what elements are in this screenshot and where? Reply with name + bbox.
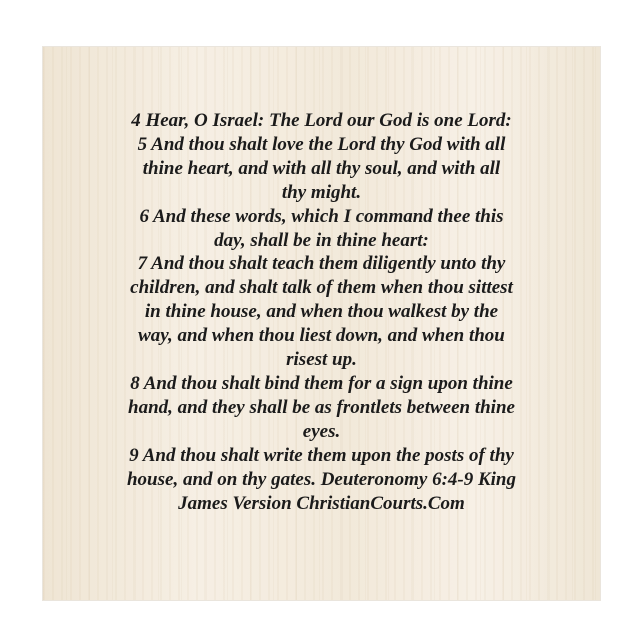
verse-line: risest up. [286, 349, 357, 371]
verse-line: eyes. [302, 420, 341, 442]
verse-line: house, and on thy gates. Deuteronomy 6:4-9 King [126, 468, 516, 490]
verse-line: 5 And thou shalt love the Lord thy God with all [137, 133, 506, 155]
verse-line: 8 And thou shalt bind them for a sign upon thine [130, 372, 513, 394]
verse-line: thy might. [281, 181, 362, 203]
verse-line: in thine house, and when thou walkest by the [144, 301, 499, 323]
verse-line: James Version ChristianCourts.Com [178, 492, 465, 514]
wood-sign-panel [43, 47, 600, 600]
verse-line: 7 And thou shalt teach them diligently unto thy [137, 253, 506, 275]
verse-line: children, and shalt talk of them when thou sittest [130, 277, 513, 299]
verse-line: 6 And these words, which I command thee this [139, 205, 504, 227]
verse-line: thine heart, and with all thy soul, and with all [142, 157, 501, 179]
verse-line: 4 Hear, O Israel: The Lord our God is one Lord: [131, 110, 512, 131]
verse-line: day, shall be in thine heart: [214, 229, 429, 251]
verse-line: way, and when thou liest down, and when thou [138, 325, 505, 347]
scripture-text [43, 109, 600, 515]
verse-line: 9 And thou shalt write them upon the posts of thy [129, 444, 514, 466]
verse-line: hand, and they shall be as frontlets between thine [128, 396, 515, 418]
